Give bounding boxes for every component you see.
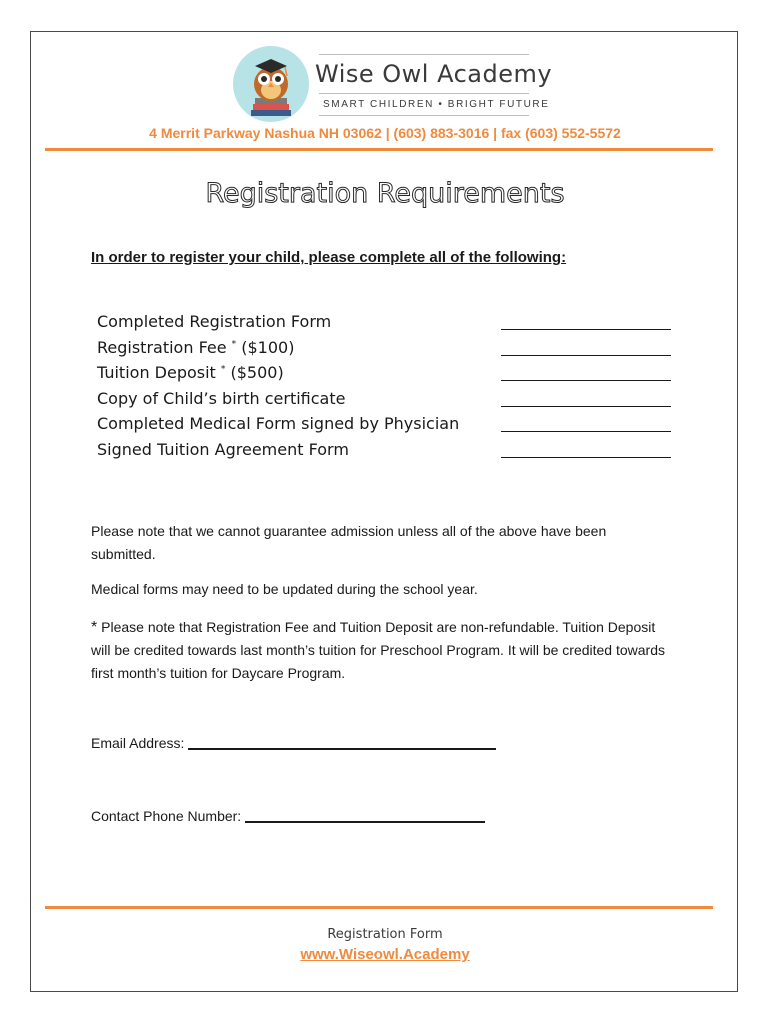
email-field	[91, 735, 496, 751]
checkoff-line[interactable]	[501, 329, 671, 330]
requirement-item: Completed Medical Form signed by Physician	[97, 414, 677, 440]
brand-divider	[319, 93, 529, 94]
page-title: Registration Requirements	[205, 178, 565, 209]
requirement-item: Copy of Child’s birth certificate	[97, 389, 677, 415]
email-label: Email Address:	[91, 735, 185, 751]
checkoff-line[interactable]	[501, 355, 671, 356]
checkoff-line[interactable]	[501, 431, 671, 432]
brand-divider	[319, 54, 529, 55]
logo	[233, 46, 553, 122]
website-link[interactable]: www.Wiseowl.Academy	[300, 946, 470, 963]
requirement-item: Registration Fee * ($100)	[97, 338, 677, 364]
header-divider	[45, 148, 713, 151]
checkoff-line[interactable]	[501, 406, 671, 407]
address-line: 4 Merrit Parkway Nashua NH 03062 | (603) 883-3016 | fax (603) 552-5572	[149, 125, 621, 141]
requirement-item: Signed Tuition Agreement Form	[97, 440, 677, 466]
email-input-line[interactable]	[188, 748, 496, 750]
owl-logo-icon	[233, 46, 309, 122]
brand-divider	[319, 115, 529, 116]
brand-tagline: SMART CHILDREN • BRIGHT FUTURE	[323, 99, 550, 110]
refund-note: * Please note that Registration Fee and Tuition Deposit are non-refundable. Tuition Deposit will be credited towards last month’s tuition for Preschool Program. It will be credited towards first month’s tuition for Daycare Program.	[91, 619, 665, 681]
checkoff-line[interactable]	[501, 380, 671, 381]
document-page	[30, 31, 738, 992]
footer-divider	[45, 906, 713, 909]
intro-text: In order to register your child, please complete all of the following:	[91, 249, 567, 266]
brand-name: Wise Owl Academy	[315, 60, 553, 88]
requirement-item: Completed Registration Form	[97, 312, 677, 338]
requirements-list	[97, 312, 677, 465]
checkoff-line[interactable]	[501, 457, 671, 458]
footer-title: Registration Form	[327, 927, 443, 942]
phone-input-line[interactable]	[245, 821, 485, 823]
requirement-item: Tuition Deposit * ($500)	[97, 363, 677, 389]
phone-field	[91, 808, 485, 824]
phone-label: Contact Phone Number:	[91, 808, 242, 824]
medical-note: Medical forms may need to be updated during the school year.	[91, 581, 478, 597]
admission-note: Please note that we cannot guarantee admission unless all of the above have been submitted.	[91, 523, 607, 562]
